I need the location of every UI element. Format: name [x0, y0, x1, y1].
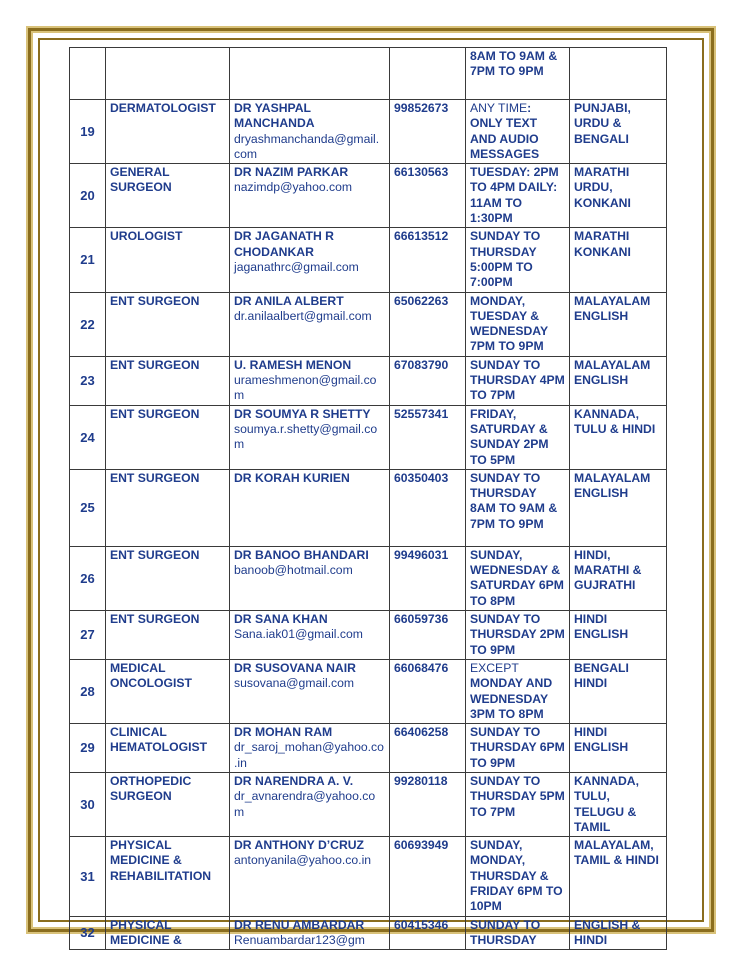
phone-cell — [390, 546, 466, 610]
table-row — [70, 164, 667, 228]
phone-number: 66613512 — [394, 229, 449, 244]
row-number: 31 — [80, 868, 95, 884]
row-number-cell — [70, 469, 106, 546]
languages-text: HINDI, MARATHI & GUJRATHI — [574, 547, 642, 593]
doctor-directory-table — [69, 47, 667, 950]
phone-cell — [390, 228, 466, 292]
languages-cell — [570, 228, 667, 292]
phone-cell — [390, 916, 466, 950]
languages-text: MALAYALAM ENGLISH — [574, 357, 651, 388]
phone-cell — [390, 356, 466, 405]
doctor-email: jaganathrc@gmail.com — [234, 259, 359, 274]
doctor-cell — [230, 405, 390, 469]
row-number-cell — [70, 659, 106, 723]
languages-text: MALAYALAM ENGLISH — [574, 293, 651, 323]
timing-cell — [466, 228, 570, 292]
languages-cell — [570, 469, 667, 546]
specialty-cell — [106, 611, 230, 660]
phone-number: 67083790 — [394, 357, 449, 372]
row-number-cell — [70, 611, 106, 660]
languages-cell — [570, 724, 667, 773]
table-row — [70, 100, 667, 164]
languages-cell — [570, 837, 667, 916]
phone-cell — [390, 724, 466, 773]
timing-cell — [466, 772, 570, 836]
row-number-cell — [70, 837, 106, 916]
languages-text: HINDI ENGLISH — [574, 612, 629, 642]
timing-text: MONDAY, TUESDAY & WEDNESDAY 7PM TO 9PM — [470, 293, 548, 354]
specialty-cell — [106, 724, 230, 773]
row-number: 28 — [80, 683, 95, 699]
doctor-cell — [230, 659, 390, 723]
doctor-name: DR NARENDRA A. V. — [234, 773, 354, 788]
doctor-email: dryashmanchanda@gmail.com — [234, 131, 380, 161]
timing-text: SUNDAY TO THURSDAY 5PM TO 7PM — [470, 773, 565, 819]
row-number: 26 — [80, 570, 95, 586]
table-row — [70, 916, 667, 950]
doctor-name: DR ANILA ALBERT — [234, 293, 344, 308]
phone-cell — [390, 164, 466, 228]
specialty-text: ENT SURGEON — [110, 406, 200, 421]
row-number-cell — [70, 164, 106, 228]
phone-number: 65062263 — [394, 293, 449, 308]
specialty-text: ENT SURGEON — [110, 357, 200, 372]
doctor-cell — [230, 611, 390, 660]
languages-text: ENGLISH & HINDI — [574, 917, 641, 947]
doctor-cell — [230, 228, 390, 292]
timing-cell — [466, 916, 570, 950]
row-number-cell — [70, 724, 106, 773]
doctor-name: DR JAGANATH R CHODANKAR — [234, 229, 334, 259]
languages-cell — [570, 611, 667, 660]
row-number: 19 — [80, 123, 95, 139]
languages-cell — [570, 772, 667, 836]
phone-cell — [390, 100, 466, 164]
table-row — [70, 659, 667, 723]
timing-note: ANY TIME — [470, 101, 528, 115]
doctor-cell — [230, 164, 390, 228]
specialty-text: PHYSICAL MEDICINE & — [110, 917, 182, 947]
doctor-name: DR NAZIM PARKAR — [234, 165, 349, 180]
timing-text: SUNDAY, WEDNESDAY & SATURDAY 6PM TO 8PM — [470, 547, 564, 608]
languages-text: KANNADA, TULU, TELUGU & TAMIL — [574, 773, 639, 834]
phone-number: 60350403 — [394, 470, 449, 485]
timing-text: SUNDAY TO THURSDAY 5:00PM TO 7:00PM — [470, 229, 541, 290]
doctor-cell — [230, 916, 390, 950]
phone-number: 52557341 — [394, 406, 449, 421]
timing-text: : ONLY TEXT AND AUDIO MESSAGES — [470, 101, 540, 161]
languages-cell — [570, 100, 667, 164]
specialty-text: ENT SURGEON — [110, 293, 200, 308]
doctor-name: DR RENU AMBARDAR — [234, 917, 365, 932]
doctor-email: urameshmenon@gmail.com — [234, 373, 377, 403]
doctor-cell — [230, 292, 390, 356]
languages-text: BENGALI HINDI — [574, 660, 629, 691]
timing-note: EXCEPT — [470, 660, 519, 675]
table-row — [70, 469, 667, 546]
table-body — [70, 48, 667, 950]
row-number: 23 — [80, 373, 95, 389]
row-number-cell — [70, 772, 106, 836]
row-number: 30 — [80, 796, 95, 812]
phone-cell — [390, 469, 466, 546]
doctor-name: DR YASHPAL MANCHANDA — [234, 101, 315, 131]
phone-number: 99280118 — [394, 773, 448, 788]
specialty-text: PHYSICAL MEDICINE & REHABILITATION — [110, 838, 212, 883]
specialty-cell — [106, 772, 230, 836]
row-number-cell — [70, 48, 106, 100]
timing-cell — [466, 469, 570, 546]
specialty-text: DERMATOLOGIST — [110, 101, 216, 115]
timing-cell — [466, 611, 570, 660]
doctor-email: soumya.r.shetty@gmail.com — [234, 421, 378, 452]
row-number-cell — [70, 100, 106, 164]
row-number-cell — [70, 405, 106, 469]
table-row — [70, 356, 667, 405]
phone-cell — [390, 405, 466, 469]
doctor-cell — [230, 772, 390, 836]
phone-cell — [390, 837, 466, 916]
phone-cell — [390, 659, 466, 723]
row-number: 22 — [80, 316, 95, 332]
row-number-cell — [70, 916, 106, 950]
table-row — [70, 546, 667, 610]
timing-text: MONDAY AND WEDNESDAY 3PM TO 8PM — [470, 676, 553, 721]
doctor-email: susovana@gmail.com — [234, 676, 355, 691]
doctor-name: DR SOUMYA R SHETTY — [234, 406, 371, 421]
table-row — [70, 611, 667, 660]
phone-cell — [390, 48, 466, 100]
specialty-text: UROLOGIST — [110, 229, 183, 244]
languages-text: PUNJABI, URDU & BENGALI — [574, 101, 631, 146]
specialty-cell — [106, 48, 230, 100]
timing-cell — [466, 356, 570, 405]
phone-number: 99852673 — [394, 101, 449, 115]
doctor-cell — [230, 837, 390, 916]
row-number: 21 — [80, 252, 95, 268]
row-number-cell — [70, 292, 106, 356]
languages-cell — [570, 48, 667, 100]
doctor-email: Renuambardar123@gm — [234, 932, 365, 947]
timing-text: TUESDAY: 2PM TO 4PM DAILY: 11AM TO 1:30PM — [470, 165, 559, 226]
timing-text: SUNDAY TO THURSDAY 2PM TO 9PM — [470, 612, 565, 657]
table-row — [70, 724, 667, 773]
table-row — [70, 405, 667, 469]
row-number: 29 — [80, 740, 95, 756]
timing-cell — [466, 837, 570, 916]
timing-cell — [466, 546, 570, 610]
timing-cell — [466, 724, 570, 773]
table-row — [70, 48, 667, 100]
row-number: 27 — [80, 627, 95, 643]
row-number-cell — [70, 228, 106, 292]
timing-text: SUNDAY TO THURSDAY — [470, 917, 541, 947]
timing-cell — [466, 659, 570, 723]
row-number: 25 — [80, 500, 95, 516]
doctor-cell — [230, 469, 390, 546]
timing-cell — [466, 164, 570, 228]
doctor-cell — [230, 546, 390, 610]
timing-text: 8AM TO 9AM & 7PM TO 9PM — [470, 49, 558, 79]
timing-text: SUNDAY TO THURSDAY 8AM TO 9AM & 7PM TO 9PM — [470, 470, 558, 531]
doctor-email: dr_saroj_mohan@yahoo.co.in — [234, 740, 384, 770]
timing-cell — [466, 405, 570, 469]
timing-text: FRIDAY, SATURDAY & SUNDAY 2PM TO 5PM — [470, 406, 549, 467]
timing-cell — [466, 100, 570, 164]
timing-text: SUNDAY TO THURSDAY 6PM TO 9PM — [470, 725, 565, 770]
row-number: 20 — [80, 188, 95, 204]
table-row — [70, 292, 667, 356]
doctor-email: dr_avnarendra@yahoo.com — [234, 789, 376, 819]
doctor-name: DR MOHAN RAM — [234, 725, 333, 740]
table-row — [70, 228, 667, 292]
specialty-text: ORTHOPEDIC SURGEON — [110, 773, 192, 804]
timing-cell — [466, 292, 570, 356]
specialty-text: CLINICAL HEMATOLOGIST — [110, 725, 208, 755]
timing-cell — [466, 48, 570, 100]
phone-number: 66068476 — [394, 660, 449, 675]
specialty-cell — [106, 356, 230, 405]
specialty-text: ENT SURGEON — [110, 547, 200, 562]
specialty-cell — [106, 405, 230, 469]
specialty-text: MEDICAL ONCOLOGIST — [110, 660, 192, 691]
specialty-cell — [106, 837, 230, 916]
languages-text: MALAYALAM ENGLISH — [574, 470, 651, 501]
row-number-cell — [70, 356, 106, 405]
specialty-cell — [106, 546, 230, 610]
doctor-name: DR ANTHONY D’CRUZ — [234, 838, 364, 853]
doctor-name: DR SUSOVANA NAIR — [234, 660, 356, 675]
phone-number: 66130563 — [394, 165, 449, 180]
phone-cell — [390, 292, 466, 356]
languages-text: MARATHI KONKANI — [574, 229, 631, 259]
table-row — [70, 772, 667, 836]
row-number: 32 — [80, 925, 95, 941]
languages-cell — [570, 405, 667, 469]
specialty-cell — [106, 659, 230, 723]
doctor-cell — [230, 356, 390, 405]
doctor-cell — [230, 724, 390, 773]
specialty-text: ENT SURGEON — [110, 612, 200, 627]
doctor-email: antonyanila@yahoo.co.in — [234, 853, 372, 868]
phone-number: 99496031 — [394, 547, 449, 562]
doctor-name: DR KORAH KURIEN — [234, 470, 350, 485]
phone-cell — [390, 772, 466, 836]
languages-cell — [570, 292, 667, 356]
row-number-cell — [70, 546, 106, 610]
doctor-table-container — [69, 47, 667, 947]
table-row — [70, 837, 667, 916]
specialty-cell — [106, 100, 230, 164]
specialty-text: ENT SURGEON — [110, 470, 200, 485]
languages-text: HINDI ENGLISH — [574, 725, 629, 755]
doctor-name: DR SANA KHAN — [234, 612, 328, 627]
specialty-cell — [106, 164, 230, 228]
doctor-cell — [230, 48, 390, 100]
doctor-name: U. RAMESH MENON — [234, 357, 352, 372]
doctor-email: dr.anilaalbert@gmail.com — [234, 308, 372, 323]
timing-text: SUNDAY TO THURSDAY 4PM TO 7PM — [470, 357, 565, 403]
phone-number: 66059736 — [394, 612, 449, 627]
languages-cell — [570, 546, 667, 610]
languages-cell — [570, 659, 667, 723]
doctor-name: DR BANOO BHANDARI — [234, 547, 369, 562]
phone-cell — [390, 611, 466, 660]
phone-number: 60415346 — [394, 917, 449, 932]
timing-text: SUNDAY, MONDAY, THURSDAY & FRIDAY 6PM TO 10PM — [470, 838, 563, 914]
doctor-email: Sana.iak01@gmail.com — [234, 627, 363, 642]
languages-text: MARATHI URDU, KONKANI — [574, 165, 631, 210]
languages-cell — [570, 916, 667, 950]
languages-cell — [570, 164, 667, 228]
doctor-email: nazimdp@yahoo.com — [234, 180, 353, 195]
languages-text: KANNADA, TULU & HINDI — [574, 406, 656, 436]
specialty-cell — [106, 916, 230, 950]
phone-number: 66406258 — [394, 725, 449, 740]
specialty-cell — [106, 228, 230, 292]
specialty-text: GENERAL SURGEON — [110, 165, 172, 195]
languages-text: MALAYALAM, TAMIL & HINDI — [574, 838, 659, 868]
phone-number: 60693949 — [394, 838, 449, 853]
languages-cell — [570, 356, 667, 405]
doctor-cell — [230, 100, 390, 164]
row-number: 24 — [80, 429, 95, 445]
specialty-cell — [106, 469, 230, 546]
specialty-cell — [106, 292, 230, 356]
doctor-email: banoob@hotmail.com — [234, 563, 353, 578]
